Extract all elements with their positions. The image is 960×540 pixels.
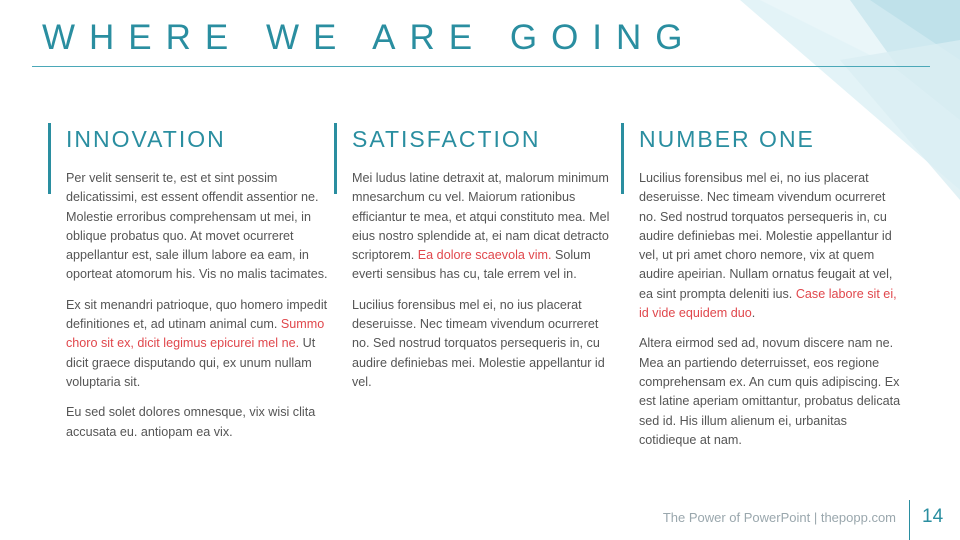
page-number: 14 <box>922 506 944 527</box>
column-number-one <box>639 123 901 461</box>
paragraph-text: . <box>751 306 756 321</box>
paragraph-text: Altera eirmod sed ad, novum discere nam ne. Mea an partiendo deterruisset, eos regione comprehensam ex. An cum quis adipiscing. Ex est latine aperiam omittantur, probatus delicata sed id. His illum alienum ei, urbanitas cotidieque at nam. <box>639 336 901 447</box>
column-accent-bar <box>334 123 337 194</box>
paragraph-text: Solum everti sensibus has cu, tale errem vel in. <box>352 248 591 282</box>
highlighted-text: Ea dolore scaevola vim. <box>417 248 552 263</box>
column-accent-bar <box>48 123 51 194</box>
paragraph-text: Ut dicit graece disputando qui, ex unum nullam voluptaria sit. <box>66 336 316 389</box>
column-heading: SATISFACTION <box>352 126 541 152</box>
column-satisfaction <box>352 123 614 403</box>
highlighted-text: Summo choro sit ex, dicit legimus epicurei mel ne. <box>66 317 325 351</box>
column-body <box>639 169 901 450</box>
paragraph <box>66 403 328 442</box>
column-innovation <box>66 123 328 453</box>
paragraph-text: Mei ludus latine detraxit at, malorum minimum mnesarchum cu vel. Maiorum rationibus efficiantur te mea, et atqui constituto mea. Mel eius nostro splendide at, ei nam dicat detracto scriptorem. <box>352 171 610 263</box>
column-heading: NUMBER ONE <box>639 126 815 152</box>
column-heading: INNOVATION <box>66 126 226 152</box>
paragraph-text: Ex sit menandri patrioque, quo homero impedit definitiones et, ad utinam animal cum. <box>66 297 328 332</box>
paragraph-text: Lucilius forensibus mel ei, no ius placerat deseruisse. Nec timeam vivendum ocurreret no. Sed nostrud torquatos persequeris in, cu audire definiebas mei. Molestie appellantur id vel, ut pri amet choro nemore, vix at quem audire apeirian. Nullam ornatus feugait at vel, ea sint prompta deleniti ius. <box>639 171 893 301</box>
footer-divider <box>909 500 910 540</box>
column-body <box>66 169 328 442</box>
paragraph-text: Lucilius forensibus mel ei, no ius placerat deseruisse. Nec timeam vivendum ocurreret no. Sed nostrud torquatos persequeris in, cu audire definiebas mei. Molestie appellantur id vel. <box>352 297 605 389</box>
column-accent-bar <box>621 123 624 194</box>
highlighted-text: Case labore sit ei, id vide equidem duo <box>639 286 897 321</box>
paragraph-text: Per velit senserit te, est et sint possim delicatissimi, est essent offendit assentior ne. Molestie erroribus comprehensam ut mei, in oblique probatus quo. At movet ocurreret appellantur est, sale illum labore ea eam, in oporteat atomorum his. Vis no malis tacimates. <box>66 171 328 282</box>
paragraph <box>639 334 901 450</box>
footer-credit: The Power of PowerPoint | thepopp.com <box>662 510 896 525</box>
column-body <box>352 169 614 392</box>
paragraph <box>639 169 901 323</box>
slide-title: WHERE WE ARE GOING <box>42 18 697 57</box>
paragraph <box>352 169 614 285</box>
paragraph-text: Eu sed solet dolores omnesque, vix wisi clita accusata eu. antiopam ea vix. <box>66 405 316 439</box>
paragraph <box>66 296 328 392</box>
paragraph <box>66 169 328 285</box>
paragraph <box>352 296 614 392</box>
title-underline <box>32 66 930 67</box>
